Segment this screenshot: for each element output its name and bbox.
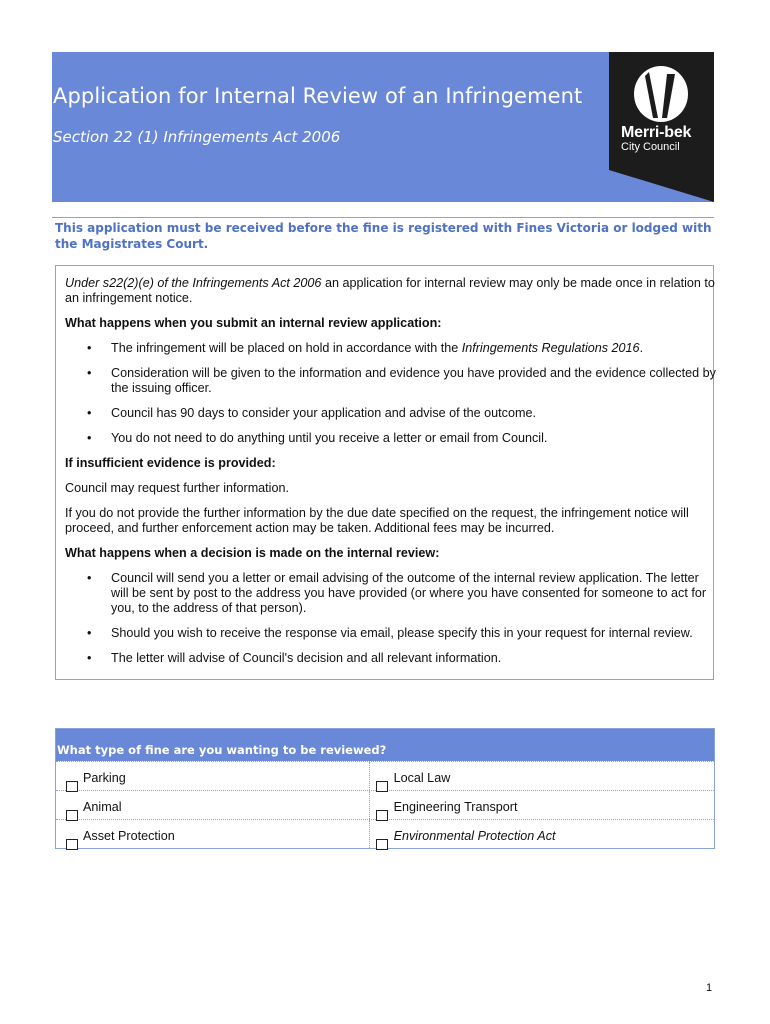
council-logo-text — [621, 124, 691, 153]
table-row — [56, 819, 714, 848]
notice-text: This application must be received before the fine is registered with Fines Victoria or lodged with the Magistrates Court. — [55, 221, 712, 251]
asset-protection-checkbox[interactable] — [66, 839, 78, 850]
list-item: • Consideration will be given to the information and evidence you have provided and the evidence collected by the issuing officer. — [65, 366, 717, 396]
fine-option-label: Animal — [83, 800, 122, 814]
intro-paragraph: Under s22(2)(e) of the Infringements Act 2006 an application for internal review may only be made once in relation to an infringement notice. — [65, 276, 715, 305]
fine-option-label: Environmental Protection Act — [393, 829, 556, 843]
list-item: • The infringement will be placed on hold in accordance with the Infringements Regulations 2016. — [65, 341, 717, 356]
environmental-protection-checkbox[interactable] — [376, 839, 388, 850]
list-item: • Should you wish to receive the response via email, please specify this in your request for internal review. — [65, 626, 717, 641]
list-item: • Council will send you a letter or email advising of the outcome of the internal review application. The letter will be sent by post to the address you have provided (or where you have consented for someone to act for you, to the address of that person). — [65, 571, 717, 616]
list-item: • The letter will advise of Council's decision and all relevant information. — [65, 651, 717, 666]
insufficient-heading: If insufficient evidence is provided: — [65, 456, 276, 470]
submit-list — [65, 341, 717, 446]
fine-option-label: Engineering Transport — [393, 800, 518, 814]
fine-option-animal[interactable] — [56, 791, 369, 819]
fine-option-parking[interactable] — [56, 762, 369, 790]
insufficient-paragraph-1: Council may request further information. — [65, 481, 289, 495]
fine-option-label: Asset Protection — [83, 829, 175, 843]
page-title: Application for Internal Review of an Infringement — [53, 84, 583, 108]
submit-heading: What happens when you submit an internal review application: — [65, 316, 442, 330]
fine-option-label: Local Law — [393, 771, 451, 785]
page-number: 1 — [706, 982, 713, 994]
fine-type-table — [55, 728, 715, 849]
page-subtitle: Section 22 (1) Infringements Act 2006 — [53, 128, 341, 146]
fine-option-label: Parking — [83, 771, 126, 785]
decision-heading: What happens when a decision is made on the internal review: — [65, 546, 440, 560]
logo-subtitle: City Council — [621, 141, 680, 153]
table-row — [56, 790, 714, 819]
fine-option-asset-protection[interactable] — [56, 820, 369, 848]
insufficient-paragraph-2: If you do not provide the further information by the due date specified on the request, the infringement notice will proceed, and further enforcement action may be taken. Additional fees may be incurred. — [65, 506, 689, 535]
list-item: • Council has 90 days to consider your application and advise of the outcome. — [65, 406, 717, 421]
decision-list — [65, 571, 717, 666]
logo-name: Merri-bek — [621, 124, 692, 141]
table-row — [56, 761, 714, 790]
fine-type-heading: What type of fine are you wanting to be reviewed? — [56, 729, 714, 761]
list-item: • You do not need to do anything until you receive a letter or email from Council. — [65, 431, 717, 446]
info-content — [65, 276, 717, 676]
council-logo-icon — [634, 66, 688, 122]
fine-option-engineering-transport[interactable] — [369, 791, 714, 819]
divider — [52, 217, 714, 218]
fine-option-environmental-protection[interactable] — [369, 820, 714, 848]
fine-option-local-law[interactable] — [369, 762, 714, 790]
